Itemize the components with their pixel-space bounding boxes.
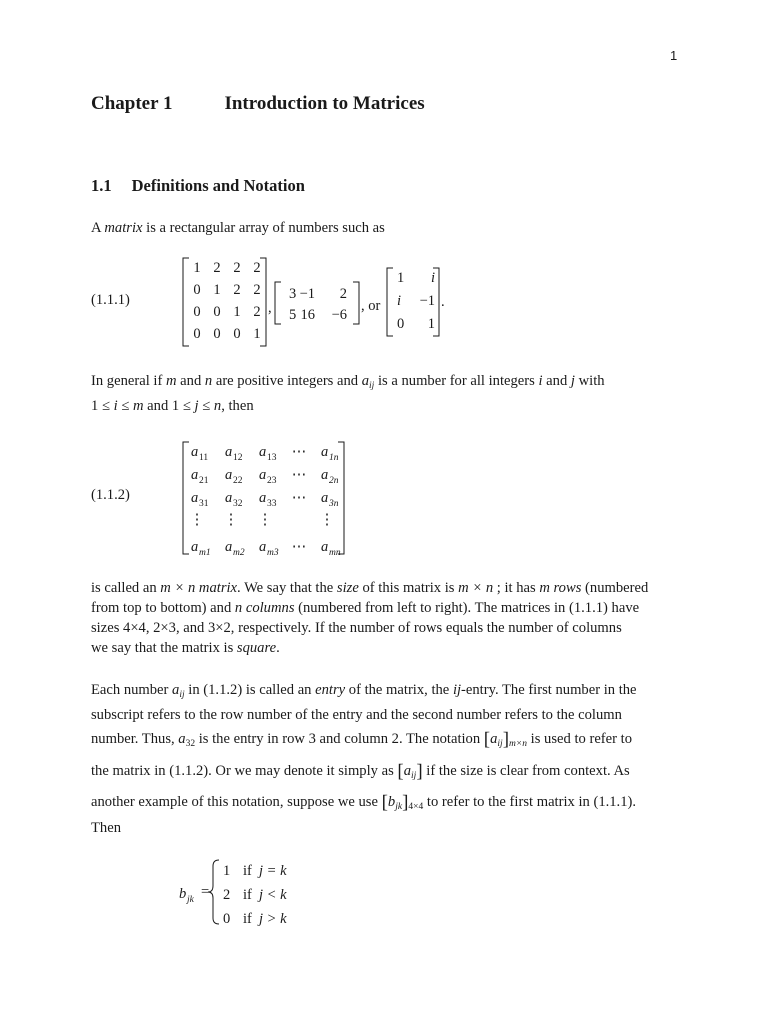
matrix-a-cell: 1 [253,326,261,342]
matrix-a-cell: 2 [233,282,241,298]
general-matrix-entry: a [225,490,233,506]
case-condition: j = k [259,863,287,879]
general-matrix-dots: ⋯ [291,444,307,460]
chapter-heading [91,93,425,115]
chapter-title: Introduction to Matrices [224,93,425,114]
piecewise-definition [175,852,335,932]
matrix-a-cell: 0 [233,326,241,342]
size-line-2: from top to bottom) and n columns (numbered from left to right). The matrices in (1.1.1) have [91,600,640,616]
matrix-b-cell: 16 [300,307,315,323]
general-matrix-dots: ⋯ [291,467,307,483]
general-matrix-entry: a [191,490,199,506]
separator-2: , or [361,298,381,314]
matrix-a-cell: 1 [213,282,221,298]
general-matrix-entry: a [191,539,199,555]
general-matrix-subscript: m1 [199,548,211,558]
general-matrix-entry: a [321,444,329,460]
section-heading [91,176,305,196]
general-matrix-subscript: 31 [199,499,209,509]
entry-line-2: subscript refers to the row number of the entry and the second number refers to the column [91,707,622,723]
left-bracket [183,442,189,554]
general-matrix-subscript: 33 [267,499,277,509]
general-matrix-entry: a [259,467,267,483]
matrix-b-cell: −1 [299,286,315,302]
matrix-a-cell: 0 [193,282,201,298]
general-matrix-subscript: m3 [267,548,279,558]
case-if: if [243,887,252,903]
case-if: if [243,911,252,927]
svg-text:=: = [201,884,210,900]
case-value: 1 [223,863,231,879]
matrix-a-cell: 1 [233,304,241,320]
matrix-b [275,282,359,324]
general-matrix-dots: ⋮ [319,512,335,528]
separator-1: , [268,300,272,316]
general-matrix-subscript: 2n [329,476,339,486]
general-matrix-entry: a [259,444,267,460]
general-matrix-subscript: 32 [233,499,243,509]
matrix-b-cell: 2 [339,286,347,302]
matrix-a-cell: 1 [193,260,201,276]
matrix-c-cell: i [430,270,435,286]
equation-label-112: (1.1.2) [91,487,130,503]
right-bracket [338,442,344,554]
general-line-2: 1 ≤ i ≤ m and 1 ≤ j ≤ n, then [91,398,254,414]
general-matrix-entry: a [259,539,267,555]
case-value: 2 [223,887,231,903]
general-matrix-entry: a [191,467,199,483]
size-line-4: we say that the matrix is square. [91,640,280,656]
entry-line-1: Each number $a_{ij}$ in (1.1.2) is called an entry of the matrix, the ij-entry. The first number in the [91,682,637,700]
matrix-a-cell: 2 [233,260,241,276]
matrix-c-cell: i [397,293,402,309]
entry-line-4: the matrix in (1.1.2). Or we may denote it simply as $[a_{ij}]$ if the size is clear from context. As [91,761,630,782]
equation-label-111: (1.1.1) [91,292,130,308]
matrix-b-cell: −6 [331,307,347,323]
intro-sentence: A matrix is a rectangular array of numbers such as [91,220,385,236]
general-matrix-dots: ⋮ [223,512,239,528]
general-matrix-subscript: 3n [329,499,339,509]
general-matrix-entry: a [191,444,199,460]
general-matrix-entry: a [321,467,329,483]
general-matrix-dots: ⋯ [291,539,307,555]
general-matrix-subscript: mn [329,548,341,558]
general-matrix-dots: ⋮ [257,512,273,528]
general-matrix-entry: a [225,539,233,555]
case-if: if [243,863,252,879]
general-matrix-entry: a [321,539,329,555]
piecewise-lhs-sub: jk [187,895,194,905]
equation-112 [175,436,365,561]
matrix-a-cell: 0 [193,304,201,320]
general-line-1: In general if m and n are positive integers and $a_{ij}$ is a number for all integers i and j with [91,373,605,391]
matrix-a [183,258,266,346]
section-title: Definitions and Notation [131,176,305,195]
matrix-a-cell: 2 [213,260,221,276]
matrix-a-cell: 2 [253,304,261,320]
piecewise-lhs: b [179,886,187,902]
case-condition: j < k [259,887,287,903]
size-line-3: sizes 4×4, 2×3, and 3×2, respectively. If the number of rows equals the number of columns [91,620,622,636]
entry-line-3: number. Thus, $a_{32}$ is the entry in row 3 and column 2. The notation $[a_{ij}]_{m\times n}$ is used to refer to [91,729,632,750]
page-number: 1 [670,48,678,63]
general-matrix-dots: ⋯ [291,490,307,506]
end-period: . [441,294,445,310]
matrix-c-cell: 0 [397,316,405,332]
general-matrix-subscript: 13 [267,453,277,463]
general-matrix-entry: a [225,444,233,460]
matrix-a-cell: 2 [253,282,261,298]
general-matrix-subscript: 11 [199,453,209,463]
size-line-1: is called an m × n matrix. We say that the size of this matrix is m × n ; it has m rows (numbered [91,580,649,596]
general-matrix-entry: a [259,490,267,506]
chapter-number: Chapter 1 [91,93,173,114]
case-condition: j > k [259,911,287,927]
matrix-b-cell: 5 [289,307,297,323]
general-matrix-entry: a [225,467,233,483]
section-number: 1.1 [91,176,112,195]
general-matrix-subscript: 23 [267,476,277,486]
general-matrix-subscript: 22 [233,476,243,486]
equation-111 [175,250,475,350]
matrix-c-cell: −1 [419,293,435,309]
case-value: 0 [223,911,231,927]
entry-line-6: Then [91,820,121,836]
matrix-a-cell: 0 [193,326,201,342]
entry-line-5: another example of this notation, suppose we use $[b_{jk}]_{4\times 4}$ to refer to the first matrix in (1.1.1). [91,792,637,813]
general-matrix-subscript: m2 [233,548,245,558]
general-matrix-subscript: 1n [329,453,339,463]
matrix-a-cell: 2 [253,260,261,276]
general-matrix-subscript: 12 [233,453,243,463]
matrix-b-cell: 3 [289,286,297,302]
matrix-c-cell: 1 [397,270,405,286]
general-matrix-entry: a [321,490,329,506]
matrix-c [387,268,439,336]
general-matrix-dots: ⋮ [189,512,205,528]
matrix-a-cell: 0 [213,304,221,320]
general-matrix-subscript: 21 [199,476,209,486]
left-brace [208,860,219,924]
matrix-a-cell: 0 [213,326,221,342]
matrix-c-cell: 1 [427,316,435,332]
